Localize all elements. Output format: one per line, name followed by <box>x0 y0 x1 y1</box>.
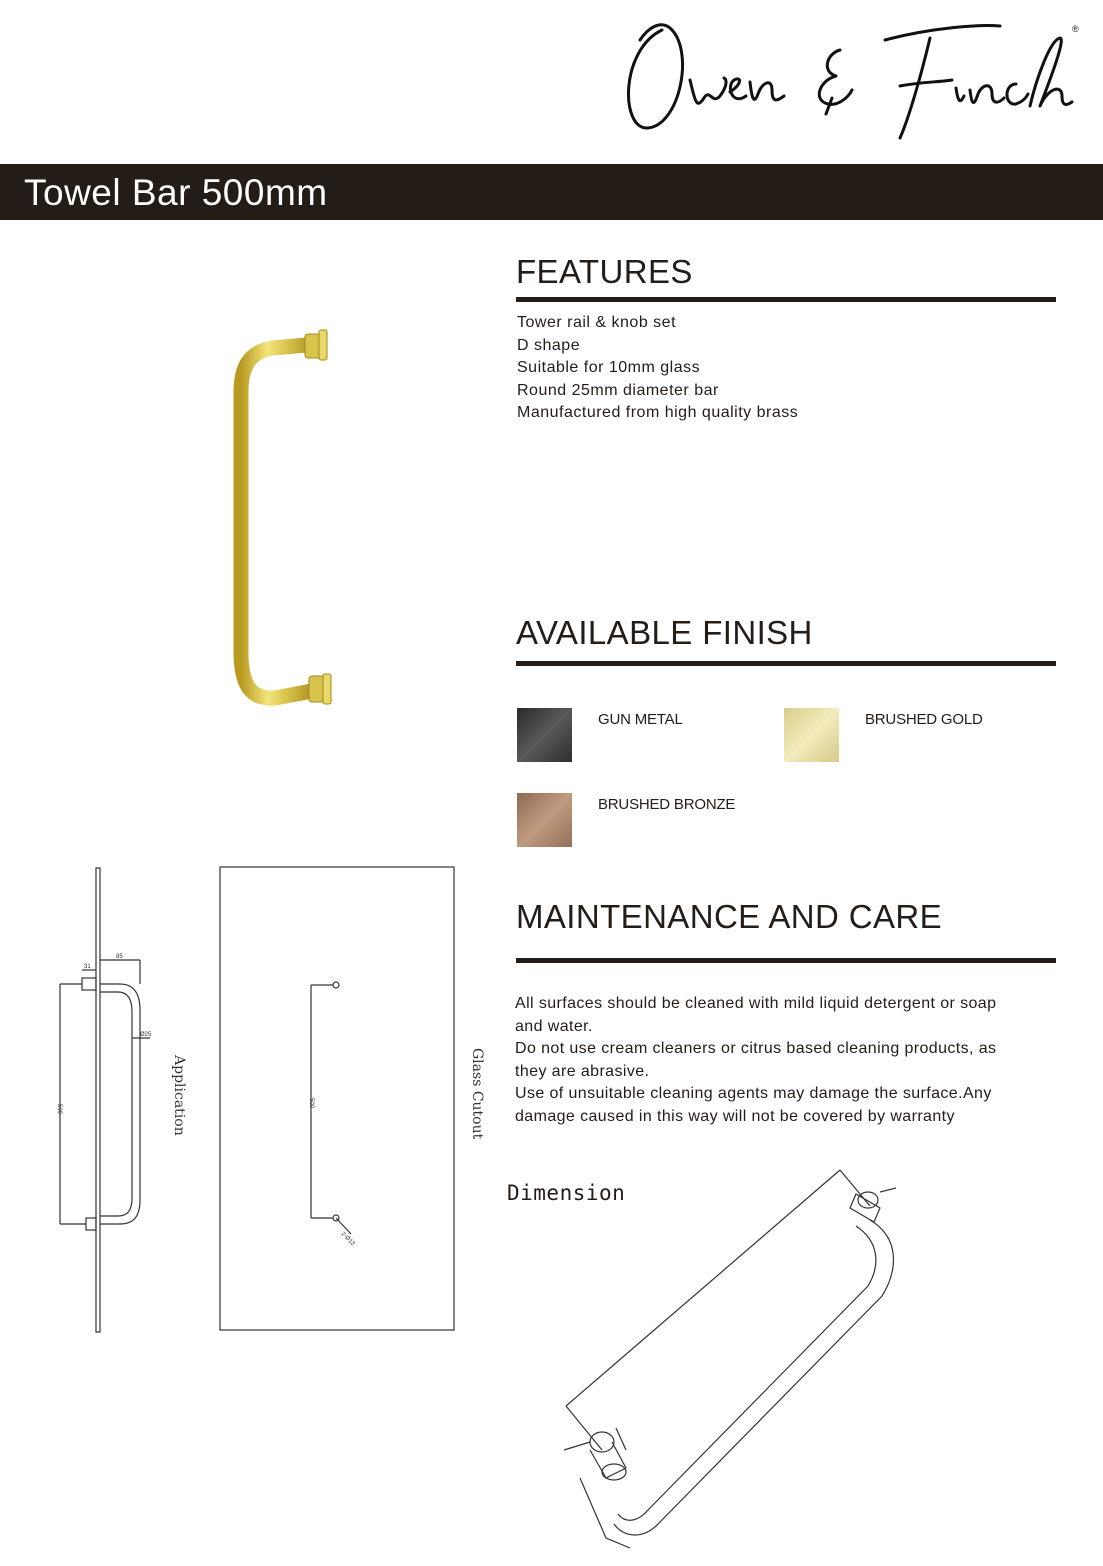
towel-bar-product-image <box>225 322 345 717</box>
dim-31: 31 <box>84 964 91 970</box>
finish-rule <box>516 661 1056 666</box>
dim-25: Ø25 <box>140 1032 152 1038</box>
application-drawing <box>50 860 200 1340</box>
dimension-label: Dimension <box>507 1181 626 1205</box>
care-line: All surfaces should be cleaned with mild liquid detergent or soap <box>515 995 997 1012</box>
dim-12: 2-Ø12 <box>339 1231 356 1248</box>
brushed-bronze-swatch <box>517 793 572 847</box>
feature-item: D shape <box>517 336 581 354</box>
owen-finch-logo <box>600 10 1090 150</box>
product-title: Towel Bar 500mm <box>24 172 328 213</box>
brushed-gold-swatch <box>784 708 839 762</box>
feature-item: Manufactured from high quality brass <box>517 404 799 422</box>
dimension-drawing <box>550 1160 910 1560</box>
care-line: and water. <box>515 1017 593 1035</box>
dim-500: 500 <box>56 1104 62 1115</box>
care-heading: MAINTENANCE AND CARE <box>516 898 943 935</box>
feature-item: Round 25mm diameter bar <box>517 381 719 399</box>
care-line: they are abrasive. <box>515 1062 650 1080</box>
feature-item: Tower rail & knob set <box>517 314 677 331</box>
registered-mark: ® <box>1072 24 1079 34</box>
application-label: Application <box>171 1055 187 1136</box>
glass-cutout-drawing <box>215 862 490 1337</box>
care-line: damage caused in this way will not be covered by warranty <box>515 1107 955 1125</box>
care-line: Use of unsuitable cleaning agents may damage the surface.Any <box>515 1085 992 1103</box>
care-rule <box>516 958 1056 963</box>
brushed-gold-label: BRUSHED GOLD <box>865 711 983 728</box>
features-rule <box>516 297 1056 302</box>
glass-cutout-label: Glass Cutout <box>469 1048 485 1140</box>
dim-85: 85 <box>116 954 123 960</box>
dim-500b: 500 <box>308 1098 314 1109</box>
feature-item: Suitable for 10mm glass <box>517 359 701 377</box>
features-list <box>517 312 798 425</box>
brushed-bronze-label: BRUSHED BRONZE <box>598 796 736 813</box>
care-text <box>515 993 996 1129</box>
gun-metal-label: GUN METAL <box>598 711 683 728</box>
care-line: Do not use cream cleaners or citrus based cleaning products, as <box>515 1040 997 1058</box>
gun-metal-swatch <box>517 708 572 762</box>
features-heading: FEATURES <box>516 253 693 290</box>
finish-heading: AVAILABLE FINISH <box>516 614 813 651</box>
